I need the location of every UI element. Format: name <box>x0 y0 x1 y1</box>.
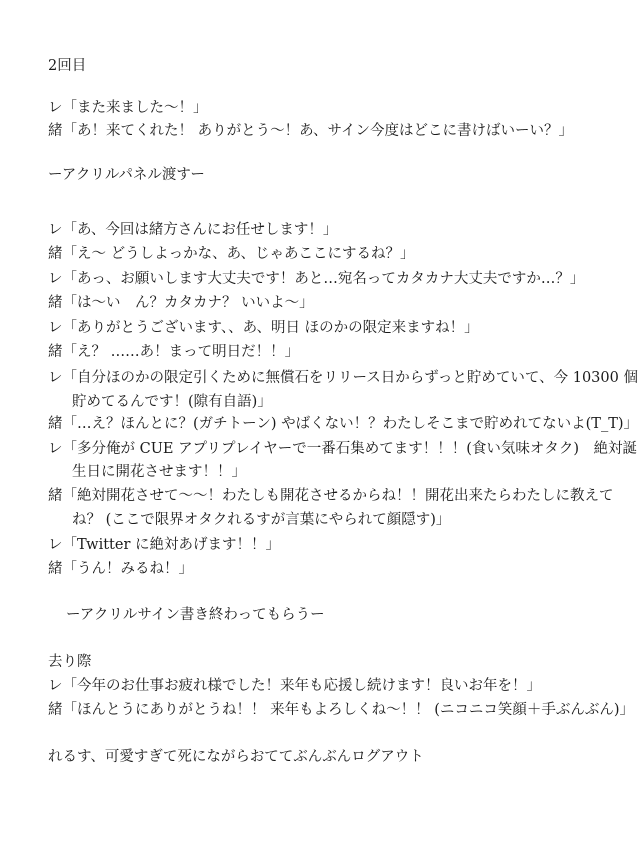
dialogue-line: 緒「…え？ほんとに？(ガチトーン) やばくない！？わたしそこまで貯めれてないよ(T_T)」 <box>48 416 639 432</box>
dialogue-line: 緒「え〜 どうしよっかな、あ、じゃあここにするね？」 <box>48 246 415 262</box>
dialogue-line: レ「今年のお仕事お疲れ様でした！来年も応援し続けます！良いお年を！」 <box>48 678 541 694</box>
dialogue-line-continued: ね？ (ここで限界オタクれるすが言葉にやられて顔隠す)」 <box>72 512 451 528</box>
dialogue-line: レ「あっ、お願いします大丈夫です！あと…宛名ってカタカナ大丈夫ですか…？」 <box>48 271 585 287</box>
dialogue-line-continued: 貯めてるんです！(隙有自語)」 <box>72 394 272 410</box>
closing-line: れるす、可愛すぎて死にながらおててぶんぶんログアウト <box>48 749 424 765</box>
section-heading: 2回目 <box>48 58 87 74</box>
dialogue-line: 緒「絶対開花させて〜〜！わたしも開花させるからね！！開花出来たらわたしに教えて <box>48 488 614 504</box>
dialogue-line: 緒「うん！みるね！」 <box>48 561 193 577</box>
dialogue-line: レ「多分俺が CUE アプリプレイヤーで一番石集めてます！！！(食い気味オタク) 絶対誕 <box>48 441 638 457</box>
dialogue-line: レ「また来ました〜！」 <box>48 100 208 116</box>
dialogue-line-continued: 生日に開花させます！！」 <box>72 464 246 480</box>
dialogue-line: レ「Twitter に絶対あげます！！」 <box>48 537 280 553</box>
dialogue-line: 緒「え？ ……あ！まって明日だ！！」 <box>48 344 300 360</box>
section-heading: 去り際 <box>48 654 92 670</box>
dialogue-line: レ「自分ほのかの限定引くために無償石をリリース日からずっと貯めていて、今 10300 個 <box>48 370 638 386</box>
dialogue-line: レ「あ、今回は緒方さんにお任せします！」 <box>48 222 338 238</box>
stage-direction: ーアクリルパネル渡すー <box>48 167 205 183</box>
dialogue-line: レ「ありがとうございます、、あ、明日 ほのかの限定来ますね！」 <box>48 320 479 336</box>
stage-direction: ーアクリルサイン書き終わってもらうー <box>66 607 325 623</box>
dialogue-line: 緒「ほんとうにありがとうね！！ 来年もよろしくね〜！！ (ニコニコ笑顔＋手ぶんぶん)」 <box>48 702 635 718</box>
dialogue-line: 緒「は〜い ん？カタカナ？ いいよ〜」 <box>48 295 314 311</box>
dialogue-line: 緒「あ！来てくれた！ ありがとう〜！あ、サイン今度はどこに書けばいーい？」 <box>48 123 574 139</box>
